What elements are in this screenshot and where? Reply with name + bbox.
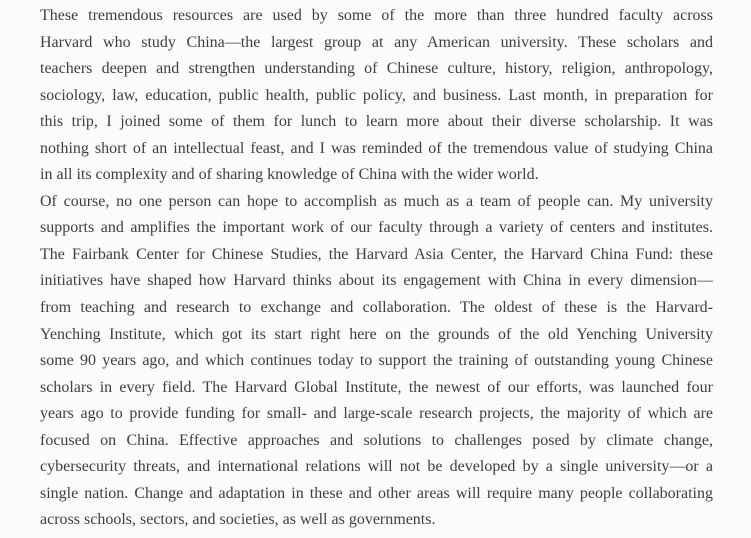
text-line: in all its complexity and of sharing knowledge of China with the wider world. [40,166,539,184]
text-line: Yenching Institute, which got its start right here on the grounds of the old Yenching University [40,325,713,343]
paragraph [40,189,713,534]
text-line: initiatives have shaped how Harvard thinks about its engagement with China in every dimension— [40,272,713,290]
text-line: supports and amplifies the important work of our faculty through a variety of centers and institutes. [40,219,713,237]
text-line: cybersecurity threats, and international relations will not be developed by a single university—or a [40,458,713,476]
text-line: scholars in every field. The Harvard Global Institute, the newest of our efforts, was launched four [40,378,713,396]
text-line: The Fairbank Center for Chinese Studies, the Harvard Asia Center, the Harvard China Fund: these [40,245,713,263]
text-line: years ago to provide funding for small- and large-scale research projects, the majority of which are [40,405,713,423]
text-line: across schools, sectors, and societies, as well as governments. [40,511,436,529]
text-line: nothing short of an intellectual feast, and I was reminded of the tremendous value of studying China [40,139,713,157]
text-line: These tremendous resources are used by some of the more than three hundred faculty across [40,7,713,24]
text-line: this trip, I joined some of them for lunch to learn more about their diverse scholarship. It was [40,113,713,131]
text-line: focused on China. Effective approaches and solutions to challenges posed by climate change, [40,431,713,449]
text-line: Of course, no one person can hope to accomplish as much as a team of people can. My university [40,192,713,210]
paragraph [40,3,713,189]
text-line: teachers deepen and strengthen understanding of Chinese culture, history, religion, anthropology, [40,60,713,78]
document-body [40,3,713,534]
text-line: single nation. Change and adaptation in these and other areas will require many people collaborating [40,484,713,502]
text-line: Harvard who study China—the largest group at any American university. These scholars and [40,33,713,51]
text-line: sociology, law, education, public health, public policy, and business. Last month, in preparation for [40,86,713,104]
text-line: from teaching and research to exchange and collaboration. The oldest of these is the Harvard- [40,299,713,317]
text-line: some 90 years ago, and which continues today to support the training of outstanding young Chinese [40,352,713,370]
